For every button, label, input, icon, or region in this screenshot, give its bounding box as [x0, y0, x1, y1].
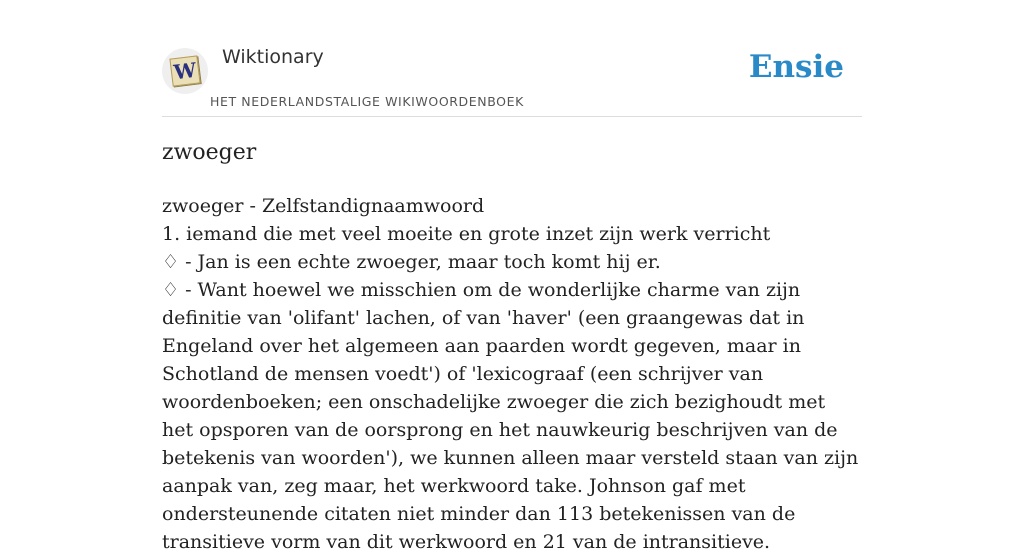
logo-tile: W — [169, 55, 200, 86]
wiktionary-logo-icon[interactable] — [162, 48, 208, 94]
example-quote: ♢ - Want hoewel we misschien om de wonderlijke charme van zijn definitie van 'olifant' lachen, of van 'haver' (een graangewas dat in Engeland over het algemeen aan paarden wordt gegeven, maar in Schotland de mensen voedt') of 'lexicograaf (een schrijver van woordenboeken; een onschadelijke zwoeger die zich bezighoudt met het opsporen van de oorsprong en het nauwkeurig beschrijven van de betekenis van woorden'), we kunnen alleen maar versteld staan van zijn aanpak van, zeg maar, het werkwoord take. Johnson gaf met ondersteunende citaten niet minder dan 113 betekenissen van de transitieve vorm van dit werkwoord en 21 van de intransitieve. — [162, 279, 859, 553]
page-title: zwoeger — [162, 140, 257, 165]
site-header — [162, 40, 862, 117]
site-name[interactable]: Wiktionary — [222, 46, 324, 68]
site-subtitle: HET NEDERLANDSTALIGE WIKIWOORDENBOEK — [210, 94, 524, 109]
entry-content — [162, 192, 862, 556]
word-type-line: zwoeger - Zelfstandignaamwoord — [162, 195, 485, 217]
definition: 1. iemand die met veel moeite en grote inzet zijn werk verricht — [162, 223, 771, 245]
example-sentence: ♢ - Jan is een echte zwoeger, maar toch komt hij er. — [162, 251, 661, 273]
ensie-brand-link[interactable]: Ensie — [748, 49, 844, 85]
